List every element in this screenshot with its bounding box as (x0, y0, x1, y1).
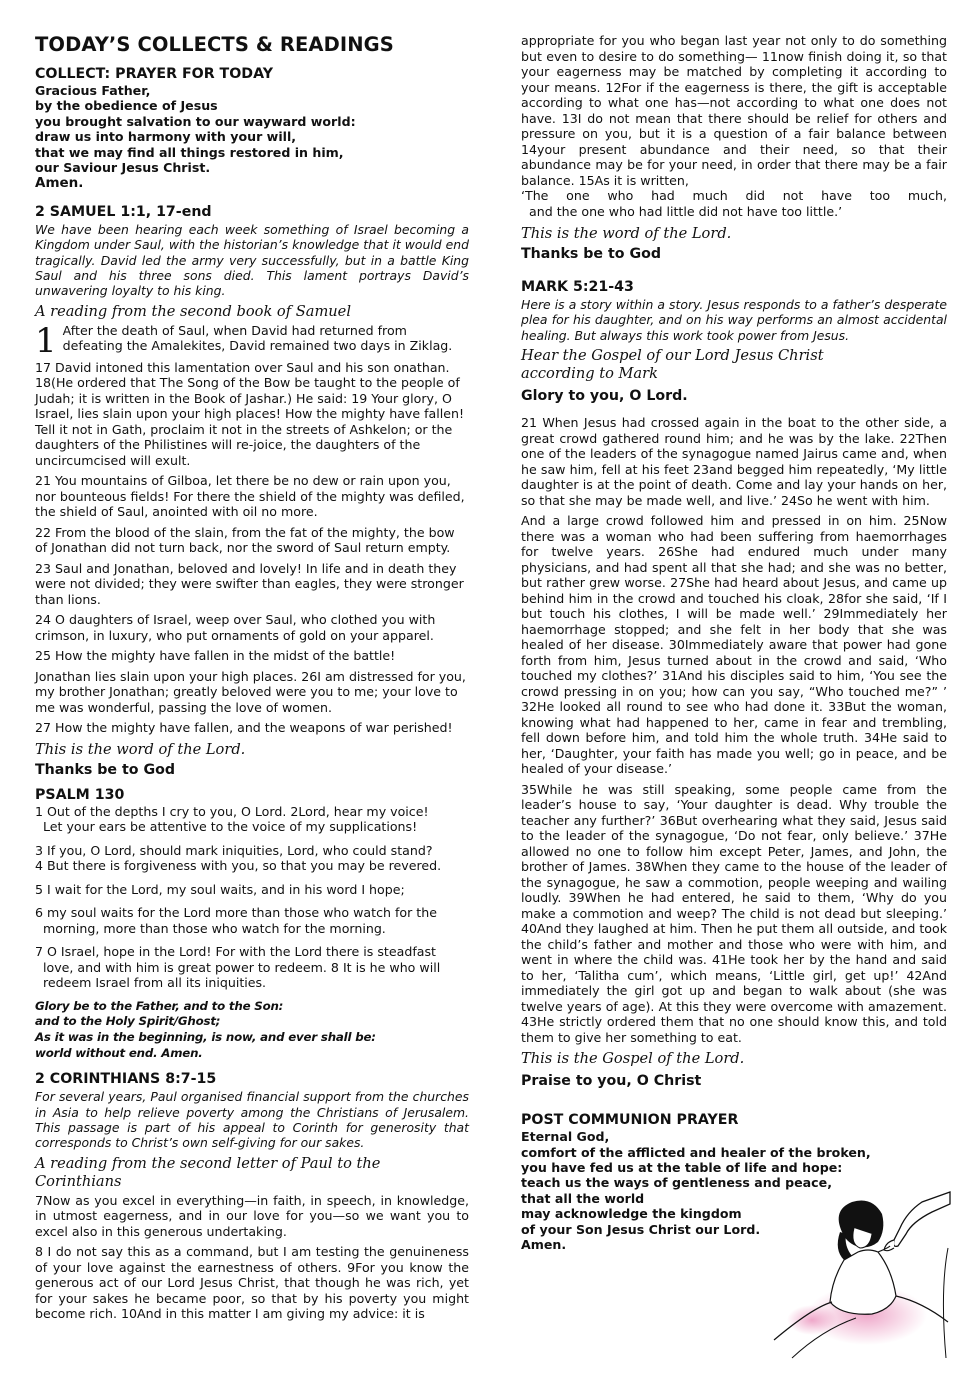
post-communion-line: that all the world (521, 1190, 645, 1206)
mark-section (521, 279, 947, 1090)
psalm-section (35, 787, 469, 1061)
samuel-verse-25b: Jonathan lies slain upon your high places. 26I am distressed for you, my brother Jonathan; greatly beloved were you to me; your love to me was wonderful, passing the love of women. (35, 668, 466, 715)
psalm-verse-1a: 1 Out of the depths I cry to you, O Lord. 2Lord, hear my voice! (35, 803, 429, 819)
collect-line: that we may find all things restored in him, (35, 144, 344, 160)
psalm-verse-1b: Let your ears be attentive to the voice of my supplications! (43, 819, 418, 835)
gloria-line: world without end. Amen. (35, 1045, 203, 1060)
mark-paragraph-2: And a large crowd followed him and pressed in on him. 25Now there was a woman who had been suffering from haemorrhages for twelve years. 26She had endured much under many physicians, and had spent all that she had; and she was no better, but rather grew worse. 27She had heard about Jesus, and came up behind him in the crowd and touched his cloak, 28for she said, ‘If I but touch his clothes, I will be made well.’ 29Immediately her haemorrhage stopped; and she felt in her body that she was healed of her disease. 30Immediately aware that power had gone forth from him, Jesus turned about in the crowd and said, ‘Who touched my clothes?’ 31And his disciples said to him, ‘You see the crowd pressing in on you; how can you say, “Who touched me?” ’ 32He looked all round to see who had done it. 33But the woman, knowing what had happened to her, came in fear and trembling, fell down before him, and told him the whole truth. 34He said to her, ‘Daughter, your faith has made you well; go in peace, and be healed of your disease.’ (521, 513, 947, 777)
psalm-verse-7b: love, and with him is great power to redeem. 8 It is he who will (43, 959, 441, 975)
psalm-verse-4: 4 But there is forgiveness with you, so that you may be revered. (35, 858, 442, 874)
post-communion-line: you have fed us at the table of life and hope: (521, 1160, 843, 1176)
mark-heading: MARK 5:21-43 (521, 279, 634, 295)
collect-text (35, 83, 469, 192)
post-communion-line: of your Son Jesus Christ our Lord. (521, 1221, 761, 1237)
post-communion-heading: POST COMMUNION PRAYER (521, 1112, 739, 1129)
collect-line: by the obedience of Jesus (35, 98, 218, 114)
psalm-verse-5: 5 I wait for the Lord, my soul waits, and in his word I hope; (35, 881, 405, 897)
gloria-line: As it was in the beginning, is now, and ever shall be: (35, 1030, 376, 1045)
mark-closing: This is the Gospel of the Lord. (521, 1050, 745, 1068)
psalm-verse-7c: redeem Israel from all its iniquities. (43, 975, 267, 991)
corinthians-verse-7: 7Now as you excel in everything—in faith, in speech, in knowledge, in utmost eagerness, and in our love for you—so we want you to excel also in this generous undertaking. (35, 1192, 469, 1239)
psalm-verse-6b: morning, more than those who watch for the morning. (43, 920, 386, 936)
mark-announcement (521, 347, 947, 383)
corinthians-verse-8: 8 I do not say this as a command, but I am testing the genuineness of your love against the earnestness of others. 9For you know the generous act of our Lord Jesus Christ, that though he was rich, yet for your sakes he became poor, so that by his poverty you might become rich. 10And in this matter I am giving my advice: it is (35, 1244, 469, 1322)
gloria-line: and to the Holy Spirit/Ghost; (35, 1014, 221, 1029)
samuel-heading: 2 SAMUEL 1:1, 17-end (35, 203, 212, 220)
corinthians-closing: This is the word of the Lord. (521, 225, 732, 242)
mark-paragraph-3: 35While he was still speaking, some people came from the leader’s house to say, ‘Your daughter is dead. Why trouble the teacher any further?’ 36But overhearing what they said, Jesus said to the leader of the synagogue, ‘Do not fear, only believe.’ 37He allowed no one to follow him except Peter, James, and John, the brother of James. 38When they came to the house of the leader of the synagogue, he saw a commotion, people weeping and wailing loudly. 39When he had entered, he said to them, ‘Why do you make a commotion and weep? The child is not dead but sleeping.’ 40And they laughed at him. Then he put them all outside, and took the child’s father and mother and those who were with him, and went in where the child was. 41He took her by the hand and said to her, ‘Talitha cum’, which means, ‘Little girl, get up!’ 42And immediately the girl got up and began to walk about (she was twelve years of age). At this they were overcome with amazement. 43He strictly ordered them that no one should know this, and told them to give her something to eat. (521, 781, 947, 1045)
corinthians-quote (521, 188, 947, 219)
samuel-intro: We have been hearing each week something of Israel becoming a Kingdom under Saul, with the historian’s knowledge that it would end tragically. David led the army very successfully, but in a battle King Saul and his three sons died. This lament portrays David’s unwavering loyalty to his king. (35, 221, 469, 299)
psalm-verse-3 (35, 843, 469, 874)
corinthians-intro: For several years, Paul organised financial support from the churches in Asia to help relieve poverty among the Christians of Jerusalem. This passage is part of his appeal to Corinth for generosity that corresponds to Christ’s own self-giving for our sakes. (35, 1089, 469, 1151)
post-communion-line: may acknowledge the kingdom (521, 1206, 742, 1222)
post-communion-line: teach us the ways of gentleness and peace, (521, 1175, 832, 1191)
psalm-heading: PSALM 130 (35, 786, 125, 803)
samuel-verse-27: 27 How the mighty have fallen, and the weapons of war perished! (35, 720, 453, 736)
samuel-verse-1 (35, 323, 469, 355)
mark-announcement-line-1: Hear the Gospel of our Lord Jesus Christ (521, 347, 824, 365)
samuel-announcement: A reading from the second book of Samuel (35, 302, 351, 320)
collect-line: Gracious Father, (35, 83, 151, 98)
right-column (521, 33, 947, 1252)
mark-announcement-line-2: according to Mark (521, 365, 658, 383)
post-communion-line: comfort of the afflicted and healer of the broken, (521, 1144, 871, 1160)
samuel-verse-24: 24 O daughters of Israel, weep over Saul, who clothed you with crimson, in luxury, who put ornaments of gold on your apparel. (35, 612, 436, 643)
samuel-verse-22: 22 From the blood of the slain, from the fat of the mighty, the bow of Jonathan did not turn back, nor the sword of Saul return empty. (35, 524, 455, 556)
samuel-closing: This is the word of the Lord. (35, 740, 246, 758)
samuel-verse-21: 21 You mountains of Gilboa, let there be no dew or rain upon you, nor bounteous fields! For there the shield of the mighty was defiled, the shield of Saul, anointed with oil no more. (35, 473, 465, 520)
collect-section (35, 66, 469, 192)
samuel-verse-17: 17 David intoned this lamentation over Saul and his son onathan. 18(He ordered that The Song of the Bow be taught to the people of Judah; it is written in the Book of Jashar.) He said: 19 Your glory, O Israel, lies slain upon your high places! How the mighty have fallen! Tell it not in Gath, proclaim it not in the streets of Ashkelon; or the daughters of the Philistines will re-joice, the daughters of the uncircumcised will exult. (35, 359, 465, 468)
samuel-dropcap: 1 (35, 322, 57, 355)
collect-line: draw us into harmony with your will, (35, 129, 297, 145)
body-shape (830, 1250, 896, 1314)
bed-line-shape (943, 1248, 948, 1358)
left-column (35, 30, 469, 1327)
post-communion-line: Eternal God, (521, 1129, 610, 1145)
samuel-verse-23: 23 Saul and Jonathan, beloved and lovely! In life and in death they were not divided; they were swifter than eagles, they were stronger than lions. (35, 560, 464, 607)
samuel-section (35, 204, 469, 779)
collect-line: you brought salvation to our wayward world: (35, 113, 356, 129)
corinthians-quote-line-2: and the one who had little did not have too little.’ (529, 203, 843, 219)
gloria-line: Glory be to the Father, and to the Son: (35, 998, 284, 1013)
mark-paragraph-1: 21 When Jesus had crossed again in the boat to the other side, a great crowd gathered round him; and he was by the lake. 22Then one of the leaders of the synagogue named Jairus came and, when he saw him, fell at his feet 23and begged him repeatedly, ‘My little daughter is at the point of death. Come and lay your hands on her, so that she may be made well, and live.’ 24So he went with him. (521, 415, 947, 508)
psalm-verse-1 (35, 804, 469, 835)
page-title: TODAY’S COLLECTS & READINGS (35, 33, 394, 56)
mark-intro: Here is a story within a story. Jesus responds to a father’s desperate plea for his daughter, and on his way performs an almost accidental healing. But always this work took power from Jesus. (521, 297, 947, 343)
psalm-verse-7a: 7 O Israel, hope in the Lord! For with the Lord there is steadfast (35, 944, 436, 960)
gloria (35, 999, 469, 1061)
reaching-arm-shape (894, 1192, 951, 1246)
corinthians-response: Thanks be to God (521, 246, 662, 262)
corinthians-section (35, 1071, 469, 1322)
psalm-verse-3a: 3 If you, O Lord, should mark iniquities, Lord, who could stand? (35, 842, 433, 858)
samuel-verse-25: 25 How the mighty have fallen in the midst of the battle! (35, 648, 396, 664)
mark-response: Praise to you, O Christ (521, 1073, 702, 1090)
psalm-verse-7 (35, 944, 469, 991)
mark-acclamation: Glory to you, O Lord. (521, 388, 688, 405)
corinthians-verse-10-continued: appropriate for you who began last year not only to do something but even to desire to do something— 11now finish doing it, so that your eagerness may be matched by completing it according to your means. 12For if the eagerness is there, the gift is acceptable according to what one has—not according to what one does not have. 13I do not mean that there should be relief for others and pressure on you, but it is a question of a fair balance between 14your present abundance and their need, so that their abundance may be for your need, in order that there may be a fair balance. 15As it is written, (521, 33, 947, 188)
healing-hand-illustration-icon (772, 1190, 952, 1360)
collect-heading: COLLECT: PRAYER FOR TODAY (35, 66, 273, 82)
corinthians-announcement: A reading from the second letter of Paul to the Corinthians (35, 1154, 381, 1190)
corinthians-quote-line-1: ‘The one who had much did not have too much, (521, 188, 947, 203)
psalm-verse-6a: 6 my soul waits for the Lord more than those who watch for the (35, 905, 437, 921)
samuel-verse-1-text: After the death of Saul, when David had returned from defeating the Amalekites, David remained two days in Ziklag. (62, 322, 453, 354)
collect-line: our Saviour Jesus Christ. (35, 160, 211, 176)
psalm-verse-6 (35, 905, 469, 936)
samuel-response: Thanks be to God (35, 761, 176, 778)
corinthians-heading: 2 CORINTHIANS 8:7-15 (35, 1071, 217, 1088)
collect-amen: Amen. (35, 175, 84, 192)
post-communion-amen: Amen. (521, 1237, 567, 1253)
